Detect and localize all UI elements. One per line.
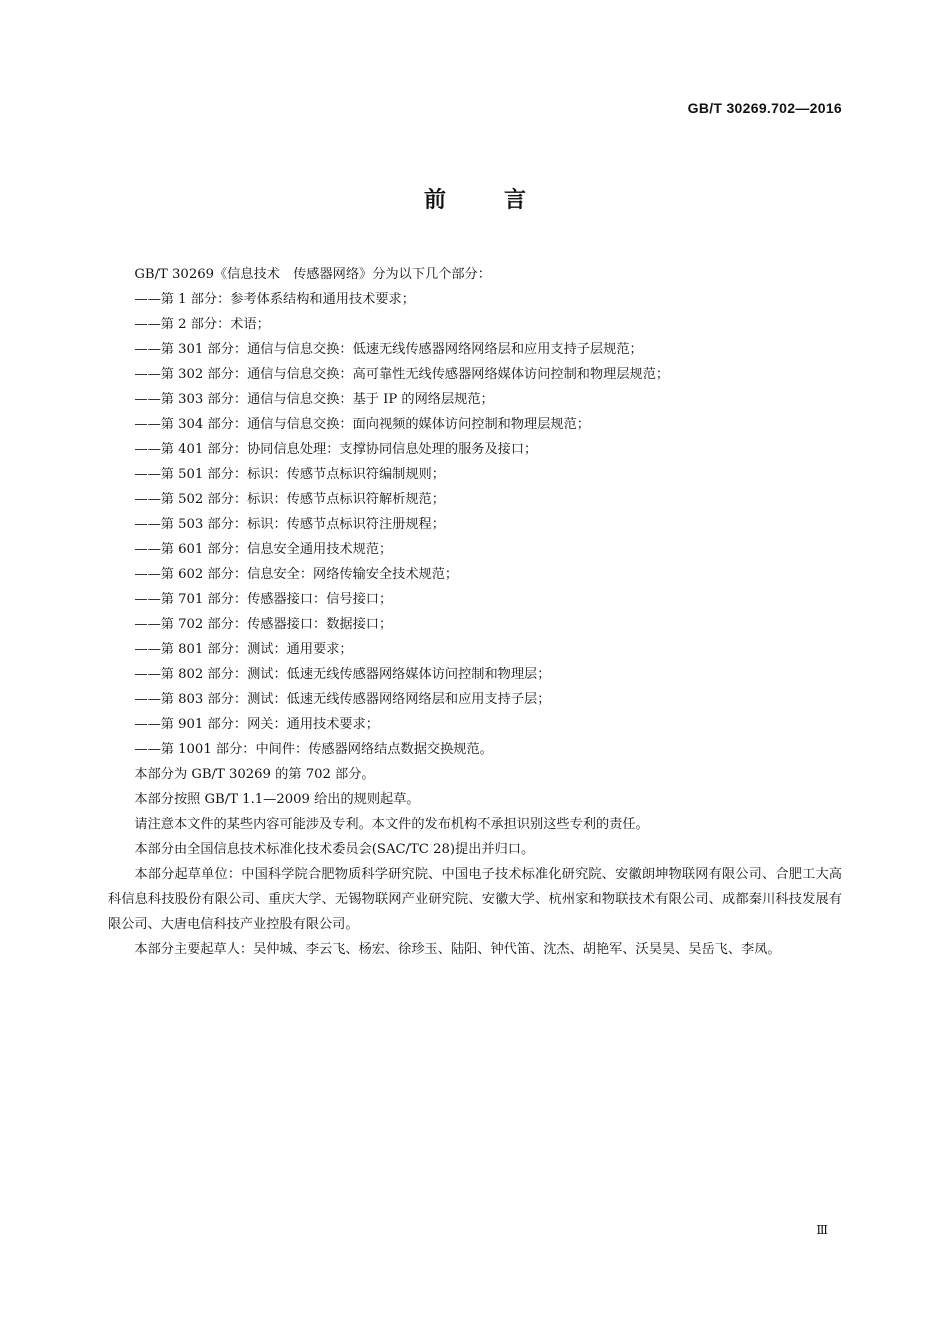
proposed-by-statement: 本部分由全国信息技术标准化技术委员会(SAC/TC 28)提出并归口。 [134,842,535,857]
list-item: ——第 901 部分：网关：通用技术要求； [134,717,379,732]
list-item: ——第 702 部分：传感器接口：数据接口； [134,617,393,632]
parts-list [108,287,842,762]
page-number: Ⅲ [816,1223,828,1237]
list-item: ——第 801 部分：测试：通用要求； [134,642,353,657]
list-item: ——第 304 部分：通信与信息交换：面向视频的媒体访问控制和物理层规范； [134,417,590,432]
list-item: ——第 502 部分：标识：传感节点标识符解析规范； [134,492,445,507]
list-item: ——第 501 部分：标识：传感节点标识符编制规则； [134,467,445,482]
list-item: ——第 303 部分：通信与信息交换：基于 IP 的网络层规范； [134,392,494,407]
list-item: ——第 601 部分：信息安全通用技术规范； [134,542,393,557]
intro-paragraph: GB/T 30269《信息技术 传感器网络》分为以下几个部分： [134,267,491,282]
list-item: ——第 602 部分：信息安全：网络传输安全技术规范； [134,567,459,582]
document-body [108,262,842,962]
list-item: ——第 302 部分：通信与信息交换：高可靠性无线传感器网络媒体访问控制和物理层规范； [134,367,670,382]
list-item: ——第 301 部分：通信与信息交换：低速无线传感器网络网络层和应用支持子层规范； [134,342,643,357]
part-of-statement: 本部分为 GB/T 30269 的第 702 部分。 [134,767,375,782]
list-item: ——第 803 部分：测试：低速无线传感器网络网络层和应用支持子层； [134,692,551,707]
list-item: ——第 701 部分：传感器接口：信号接口； [134,592,393,607]
list-item: ——第 2 部分：术语； [134,317,270,332]
page-title: 前言 [423,188,584,213]
list-item: ——第 1001 部分：中间件：传感器网络结点数据交换规范。 [134,742,493,757]
standard-number: GB/T 30269.702—2016 [687,100,842,116]
drafting-rules-statement: 本部分按照 GB/T 1.1—2009 给出的规则起草。 [134,792,420,807]
list-item: ——第 1 部分：参考体系结构和通用技术要求； [134,292,415,307]
patent-notice: 请注意本文件的某些内容可能涉及专利。本文件的发布机构不承担识别这些专利的责任。 [134,817,649,832]
list-item: ——第 503 部分：标识：传感节点标识符注册规程； [134,517,445,532]
drafters-paragraph: 本部分主要起草人：吴仲城、李云飞、杨宏、徐珍玉、陆阳、钟代笛、沈杰、胡艳军、沃昊昊、吴岳飞、李凤。 [134,942,781,957]
list-item: ——第 802 部分：测试：低速无线传感器网络媒体访问控制和物理层； [134,667,551,682]
drafting-units-paragraph: 本部分起草单位：中国科学院合肥物质科学研究院、中国电子技术标准化研究院、安徽朗坤物联网有限公司、合肥工大高科信息科技股份有限公司、重庆大学、无锡物联网产业研究院、安徽大学、杭州家和物联技术有限公司、成都秦川科技发展有限公司、大唐电信科技产业控股有限公司。 [108,867,842,932]
list-item: ——第 401 部分：协同信息处理：支撑协同信息处理的服务及接口； [134,442,538,457]
